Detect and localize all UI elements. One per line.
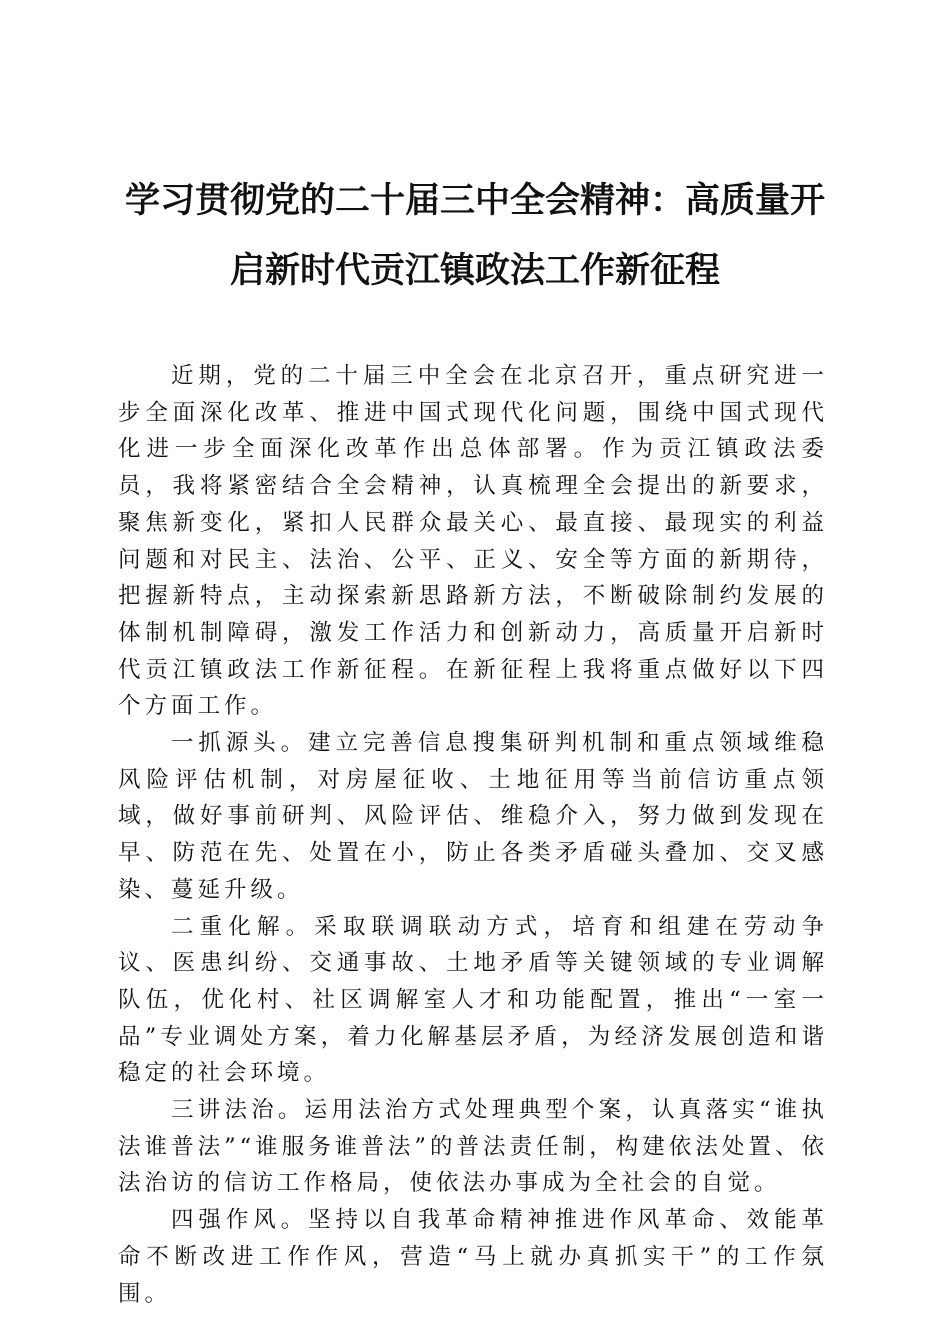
document-body (118, 358, 828, 1312)
paragraph-rule-of-law: 三讲法治。运用法治方式处理典型个案，认真落实“谁执法谁普法”“谁服务谁普法”的普法责任制，构建依法处置、依法治访的信访工作格局，使依法办事成为全社会的自觉。 (118, 1097, 828, 1197)
paragraph-intro: 近期，党的二十届三中全会在北京召开，重点研究进一步全面深化改革、推进中国式现代化问题，围绕中国式现代化进一步全面深化改革作出总体部署。作为贡江镇政法委员，我将紧密结合全会精神，认真梳理全会提出的新要求，聚焦新变化，紧扣人民群众最关心、最直接、最现实的利益问题和对民主、法治、公平、正义、安全等方面的新期待，把握新特点，主动探索新思路新方法，不断破除制约发展的体制机制障碍，激发工作活力和创新动力，高质量开启新时代贡江镇政法工作新征程。在新征程上我将重点做好以下四个方面工作。 (118, 363, 828, 720)
paragraph-work-style: 四强作风。坚持以自我革命精神推进作风革命、效能革命不断改进工作作风，营造“马上就办真抓实干”的工作氛围。 (118, 1207, 828, 1307)
paragraph-mediation: 二重化解。采取联调联动方式，培育和组建在劳动争议、医患纠纷、交通事故、土地矛盾等关键领域的专业调解队伍，优化村、社区调解室人才和功能配置，推出“一室一品”专业调处方案，着力化解基层矛盾，为经济发展创造和谐稳定的社会环境。 (118, 913, 828, 1087)
title-line-1: 学习贯彻党的二十届三中全会精神：高质量开 (124, 180, 825, 221)
document-title (90, 166, 860, 306)
paragraph-source-control: 一抓源头。建立完善信息搜集研判机制和重点领域维稳风险评估机制，对房屋征收、土地征用等当前信访重点领域，做好事前研判、风险评估、维稳介入，努力做到发现在早、防范在先、处置在小，防止各类矛盾碰头叠加、交叉感染、蔓延升级。 (118, 730, 828, 903)
title-line-2: 启新时代贡江镇政法工作新征程 (229, 250, 720, 291)
